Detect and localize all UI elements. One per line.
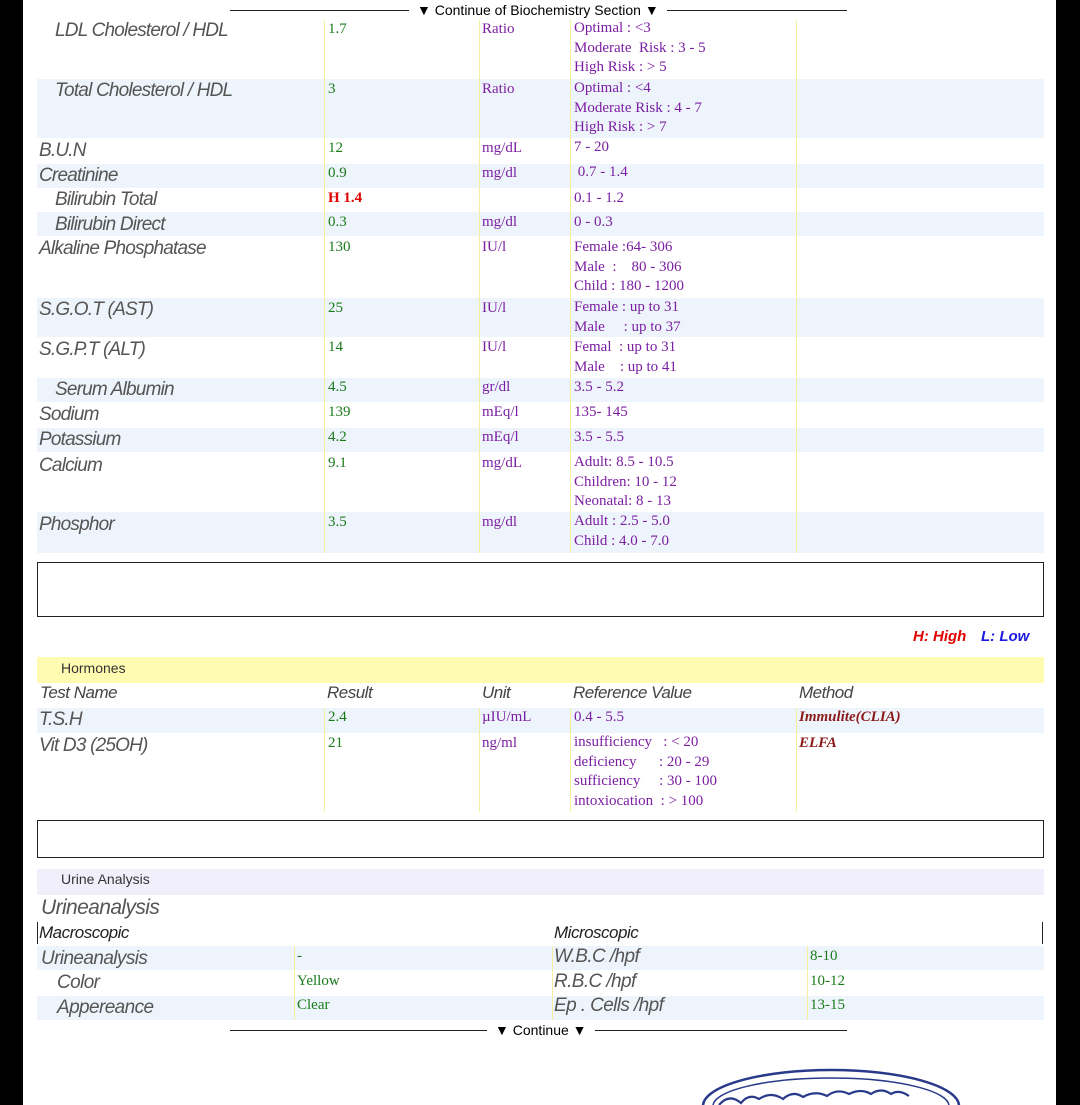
test-result: 0.3 xyxy=(328,214,347,230)
header-method: Method xyxy=(799,683,853,702)
micro-border-right xyxy=(1042,922,1043,944)
test-reference: 3.5 - 5.2 xyxy=(574,379,624,395)
header-result: Result xyxy=(327,683,373,702)
top-caption: ▼ Continue of Biochemistry Section ▼ xyxy=(409,2,667,18)
test-reference: 0.7 - 1.4 xyxy=(574,164,628,180)
test-unit: µIU/mL xyxy=(482,709,532,725)
test-unit: IU/l xyxy=(482,239,507,255)
test-result: 9.1 xyxy=(328,455,347,471)
col-separator xyxy=(324,708,325,812)
test-name: LDL Cholesterol / HDL xyxy=(55,20,228,41)
test-result: 12 xyxy=(328,140,343,156)
test-method: ELFA xyxy=(799,735,837,751)
header-test-name: Test Name xyxy=(40,683,118,702)
urine-micro-value: 8-10 xyxy=(810,948,838,964)
test-name: T.S.H xyxy=(39,709,82,730)
hormones-section-title: Hormones xyxy=(61,660,126,676)
test-reference: 0.1 - 1.2 xyxy=(574,190,624,206)
test-name: Sodium xyxy=(39,404,99,425)
test-unit: IU/l xyxy=(482,339,507,355)
legend-high: H: High xyxy=(913,628,967,645)
test-method: Immulite(CLIA) xyxy=(799,709,901,725)
test-result: 4.2 xyxy=(328,429,347,445)
row-band xyxy=(37,946,1044,970)
test-reference: 135- 145 xyxy=(574,404,628,420)
test-name: Bilirubin Total xyxy=(55,189,157,210)
col-separator xyxy=(796,20,797,553)
test-unit: Ratio xyxy=(482,81,515,97)
legend-low: L: Low xyxy=(981,628,1030,645)
test-result-high: H 1.4 xyxy=(328,190,363,206)
row-band xyxy=(37,428,1044,452)
test-reference: Adult: 8.5 - 10.5 Children: 10 - 12 Neonatal: 8 - 13 xyxy=(574,454,677,509)
test-unit: mEq/l xyxy=(482,404,519,420)
col-separator xyxy=(570,20,571,553)
lab-stamp xyxy=(701,1062,966,1105)
test-reference: Optimal : <4 Moderate Risk : 4 - 7 High Risk : > 7 xyxy=(574,80,702,135)
test-name: Serum Albumin xyxy=(55,379,174,400)
urine-section-bar xyxy=(37,869,1044,895)
test-unit: mEq/l xyxy=(482,429,519,445)
urine-macro-name: Urineanalysis xyxy=(41,948,148,969)
test-reference: insufficiency : < 20 deficiency : 20 - 29 sufficiency : 30 - 100 intoxiocation : > 100 xyxy=(574,734,718,809)
col-separator xyxy=(479,708,480,812)
test-unit: mg/dL xyxy=(482,455,522,471)
test-unit: mg/dl xyxy=(482,214,518,230)
row-band xyxy=(37,298,1044,337)
test-unit: gr/dl xyxy=(482,379,511,395)
row-band xyxy=(37,164,1044,188)
header-unit: Unit xyxy=(482,683,511,702)
test-unit: mg/dl xyxy=(482,514,518,530)
test-reference: Female : up to 31 Male : up to 37 xyxy=(574,299,681,335)
test-result: 130 xyxy=(328,239,351,255)
test-result: 1.7 xyxy=(328,21,347,37)
test-name: B.U.N xyxy=(39,140,86,161)
row-band xyxy=(37,512,1044,553)
macroscopic-header: Macroscopic xyxy=(39,923,129,942)
urine-macro-value: - xyxy=(297,948,302,964)
urine-macro-value: Yellow xyxy=(297,973,340,989)
test-reference: 7 - 20 xyxy=(574,139,609,155)
col-separator xyxy=(570,708,571,812)
urine-micro-name: Ep . Cells /hpf xyxy=(554,995,664,1016)
row-band xyxy=(37,378,1044,402)
test-name: Alkaline Phosphatase xyxy=(39,238,206,259)
hormones-section-bar xyxy=(37,657,1044,683)
bottom-caption: ▼ Continue ▼ xyxy=(487,1022,595,1038)
test-result: 2.4 xyxy=(328,709,347,725)
test-result: 4.5 xyxy=(328,379,347,395)
test-reference: 0.4 - 5.5 xyxy=(574,709,624,725)
test-name: Bilirubin Direct xyxy=(55,214,165,235)
test-name: S.G.P.T (ALT) xyxy=(39,339,146,360)
test-unit: ng/ml xyxy=(482,735,518,751)
test-result: 21 xyxy=(328,735,343,751)
test-reference: 3.5 - 5.5 xyxy=(574,429,624,445)
test-name: S.G.O.T (AST) xyxy=(39,299,154,320)
test-result: 25 xyxy=(328,300,343,316)
col-separator xyxy=(324,20,325,553)
test-result: 3 xyxy=(328,81,336,97)
test-reference: Adult : 2.5 - 5.0 Child : 4.0 - 7.0 xyxy=(574,513,670,549)
comment-box xyxy=(37,820,1044,858)
test-reference: Optimal : <3 Moderate Risk : 3 - 5 High Risk : > 5 xyxy=(574,20,706,75)
comment-box xyxy=(37,562,1044,617)
urine-macro-name: Color xyxy=(57,972,100,993)
test-unit: mg/dl xyxy=(482,165,518,181)
col-separator xyxy=(552,946,553,1020)
test-unit: mg/dL xyxy=(482,140,522,156)
report-page xyxy=(23,0,1056,1105)
test-name: Calcium xyxy=(39,455,103,476)
test-result: 3.5 xyxy=(328,514,347,530)
test-result: 0.9 xyxy=(328,165,347,181)
row-band xyxy=(37,996,1044,1020)
test-unit: Ratio xyxy=(482,21,515,37)
urine-micro-name: W.B.C /hpf xyxy=(554,946,640,967)
test-name: Phosphor xyxy=(39,514,114,535)
microscopic-header: Microscopic xyxy=(554,923,639,942)
test-name: Total Cholesterol / HDL xyxy=(55,80,233,101)
col-separator xyxy=(294,946,295,1020)
test-name: Vit D3 (25OH) xyxy=(39,735,148,756)
test-reference: Female :64- 306 Male : 80 - 306 Child : 180 - 1200 xyxy=(574,239,685,294)
test-result: 14 xyxy=(328,339,343,355)
test-name: Creatinine xyxy=(39,165,118,186)
urine-micro-name: R.B.C /hpf xyxy=(554,971,636,992)
urine-title: Urineanalysis xyxy=(41,896,160,919)
macro-border-left xyxy=(37,922,38,944)
test-reference: 0 - 0.3 xyxy=(574,214,613,230)
test-name: Potassium xyxy=(39,429,121,450)
test-result: 139 xyxy=(328,404,351,420)
row-band xyxy=(37,212,1044,236)
urine-macro-value: Clear xyxy=(297,997,330,1013)
header-reference: Reference Value xyxy=(573,683,692,702)
urine-micro-value: 13-15 xyxy=(810,997,845,1013)
test-unit: IU/l xyxy=(482,300,507,316)
test-reference: Femal : up to 31 Male : up to 41 xyxy=(574,339,677,375)
col-separator xyxy=(807,946,808,1020)
col-separator xyxy=(796,708,797,812)
urine-macro-name: Appereance xyxy=(57,997,154,1018)
urine-micro-value: 10-12 xyxy=(810,973,845,989)
urine-section-title: Urine Analysis xyxy=(61,871,150,887)
col-separator xyxy=(479,20,480,553)
